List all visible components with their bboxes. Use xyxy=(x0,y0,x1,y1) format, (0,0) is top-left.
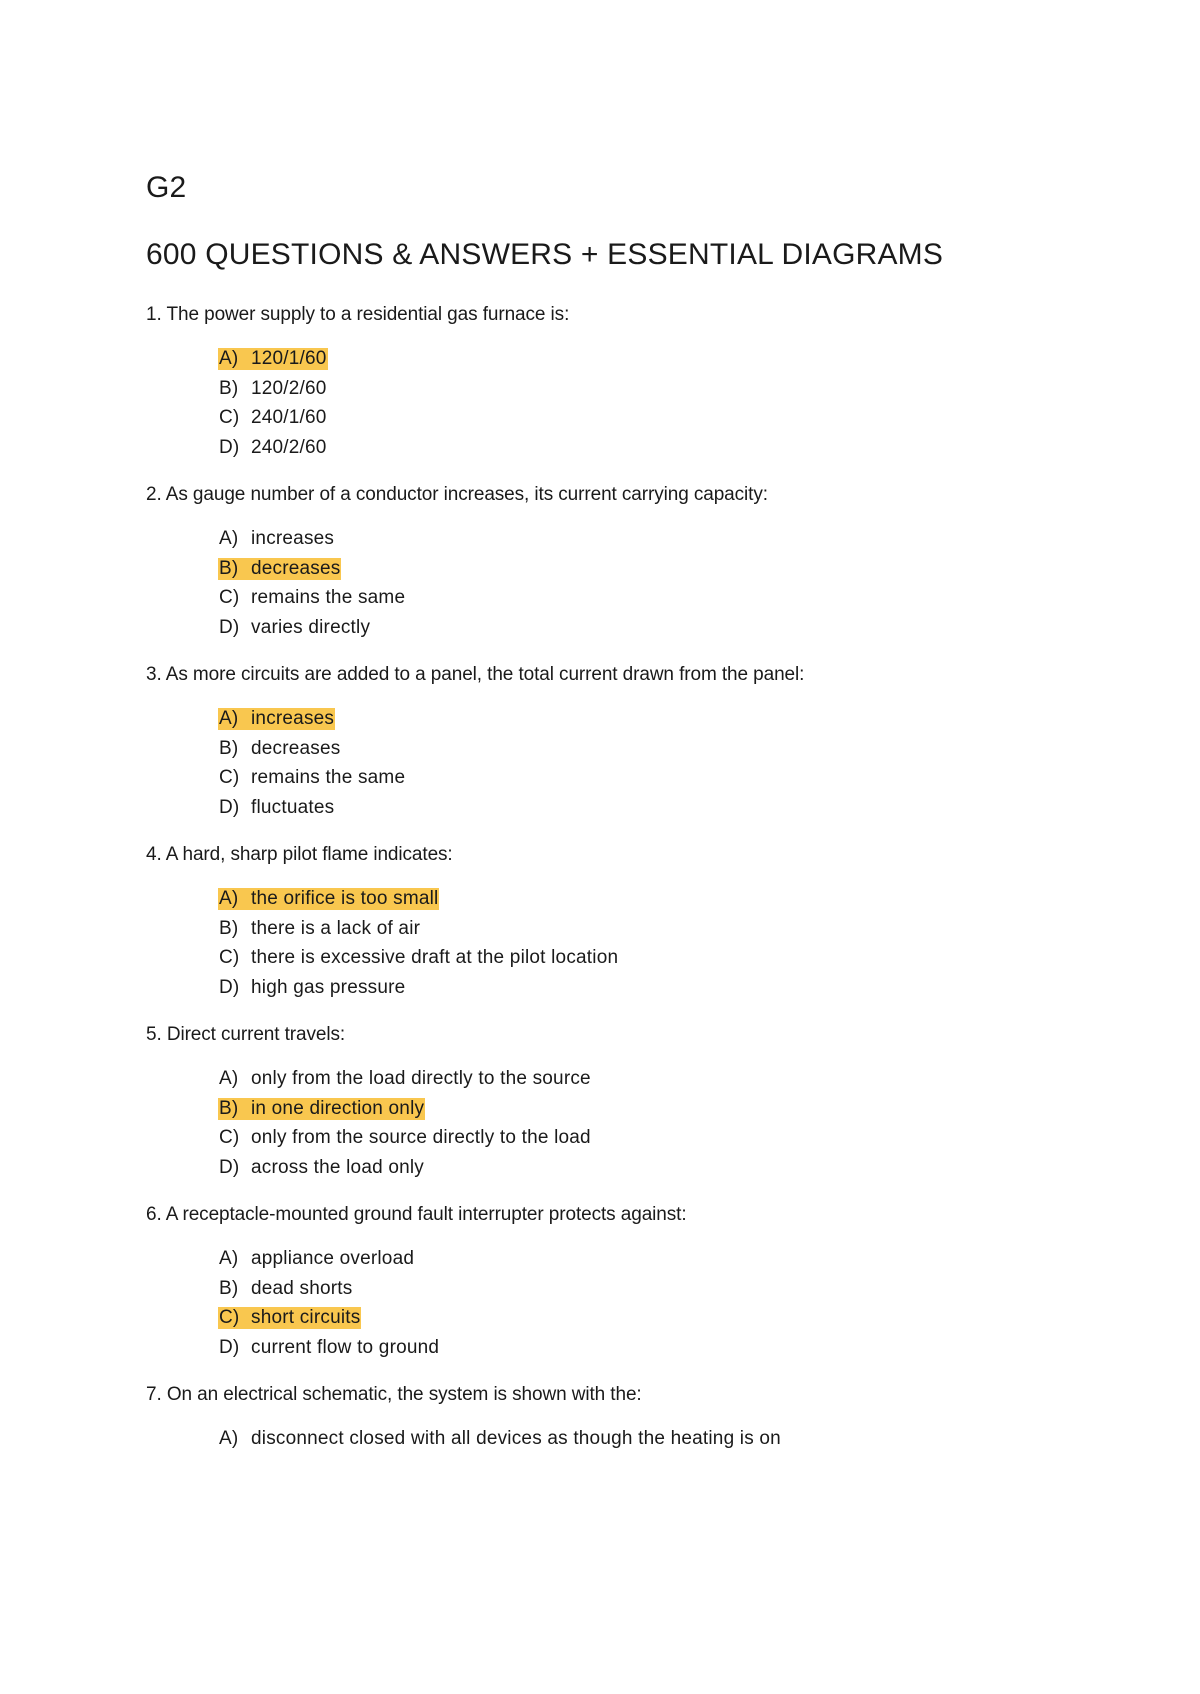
option-letter: B) xyxy=(219,1277,239,1299)
answer-option xyxy=(218,763,1126,793)
option-letter: C) xyxy=(219,1127,240,1148)
option-letter: D) xyxy=(219,1156,240,1178)
option-letter: C) xyxy=(219,587,240,608)
answer-content xyxy=(218,528,335,550)
answer-option xyxy=(218,1153,1126,1183)
document-subtitle: 600 QUESTIONS & ANSWERS + ESSENTIAL DIAGRAMS xyxy=(146,238,944,271)
question-block xyxy=(146,662,1126,822)
question-block xyxy=(146,1022,1126,1182)
answer-highlight xyxy=(218,1307,361,1329)
option-text: remains the same xyxy=(251,587,406,608)
question-text: 5. Direct current travels: xyxy=(146,1024,346,1045)
option-text: only from the source directly to the load xyxy=(251,1127,591,1148)
option-text: high gas pressure xyxy=(251,976,406,998)
option-text: current flow to ground xyxy=(251,1336,440,1358)
option-text: decreases xyxy=(251,557,341,579)
answer-options xyxy=(146,1064,1126,1182)
question-text: 4. A hard, sharp pilot flame indicates: xyxy=(146,844,453,865)
answer-option-correct xyxy=(218,1094,1126,1124)
option-text: 120/2/60 xyxy=(251,377,327,399)
answer-option-correct xyxy=(218,554,1126,584)
option-text: there is a lack of air xyxy=(251,917,421,939)
answer-option xyxy=(218,583,1126,613)
question-list xyxy=(146,302,1126,1474)
option-letter: D) xyxy=(219,616,240,638)
option-letter: B) xyxy=(219,1097,239,1119)
option-letter: D) xyxy=(219,1336,240,1358)
answer-option xyxy=(218,524,1126,554)
answer-option-correct xyxy=(218,344,1126,374)
question-text: 1. The power supply to a residential gas furnace is: xyxy=(146,304,570,325)
answer-content xyxy=(218,947,619,969)
answer-highlight xyxy=(218,708,335,730)
option-letter: B) xyxy=(219,377,239,399)
answer-option xyxy=(218,793,1126,823)
answer-content xyxy=(218,617,371,639)
answer-option xyxy=(218,1333,1126,1363)
question-block xyxy=(146,1382,1126,1454)
answer-option-correct xyxy=(218,1303,1126,1333)
answer-option xyxy=(218,1274,1126,1304)
option-text: in one direction only xyxy=(251,1097,425,1119)
answer-content xyxy=(218,977,406,999)
question-block xyxy=(146,1202,1126,1362)
answer-content xyxy=(218,918,421,940)
option-letter: C) xyxy=(219,767,240,788)
answer-content xyxy=(218,1068,592,1090)
option-letter: A) xyxy=(219,1068,239,1089)
option-letter: D) xyxy=(219,436,240,458)
answer-content xyxy=(218,378,328,400)
answer-highlight xyxy=(218,1098,425,1120)
option-letter: A) xyxy=(219,1428,239,1449)
option-letter: B) xyxy=(219,737,239,759)
option-text: increases xyxy=(251,708,335,729)
answer-highlight xyxy=(218,348,328,370)
answer-option xyxy=(218,433,1126,463)
option-text: 240/1/60 xyxy=(251,407,327,428)
answer-options xyxy=(146,524,1126,642)
option-text: disconnect closed with all devices as though the heating is on xyxy=(251,1428,781,1449)
question-block xyxy=(146,842,1126,1002)
option-letter: C) xyxy=(219,1307,240,1328)
option-letter: A) xyxy=(219,708,239,729)
answer-option xyxy=(218,734,1126,764)
option-letter: A) xyxy=(219,1248,239,1269)
answer-options xyxy=(146,344,1126,462)
question-block xyxy=(146,482,1126,642)
option-text: remains the same xyxy=(251,767,406,788)
option-text: decreases xyxy=(251,737,341,759)
answer-option xyxy=(218,943,1126,973)
option-text: the orifice is too small xyxy=(251,888,439,909)
option-letter: C) xyxy=(219,407,240,428)
document-title: G2 xyxy=(146,171,187,204)
answer-option xyxy=(218,403,1126,433)
option-text: fluctuates xyxy=(251,796,335,818)
option-letter: B) xyxy=(219,917,239,939)
question-text: 7. On an electrical schematic, the system is shown with the: xyxy=(146,1384,642,1405)
option-letter: D) xyxy=(219,976,240,998)
answer-option xyxy=(218,1123,1126,1153)
answer-content xyxy=(218,1127,592,1149)
question-text: 2. As gauge number of a conductor increases, its current carrying capacity: xyxy=(146,484,768,505)
option-letter: A) xyxy=(219,888,239,909)
answer-options xyxy=(146,1424,1126,1454)
option-text: 240/2/60 xyxy=(251,436,327,458)
answer-options xyxy=(146,884,1126,1002)
answer-options xyxy=(146,1244,1126,1362)
answer-content xyxy=(218,1428,782,1450)
option-letter: B) xyxy=(219,557,239,579)
answer-content xyxy=(218,767,406,789)
answer-content xyxy=(218,407,328,429)
option-text: dead shorts xyxy=(251,1277,353,1299)
option-text: 120/1/60 xyxy=(251,348,327,369)
answer-option xyxy=(218,1424,1126,1454)
option-text: varies directly xyxy=(251,616,371,638)
option-text: there is excessive draft at the pilot location xyxy=(251,947,619,968)
answer-content xyxy=(218,1248,415,1270)
answer-content xyxy=(218,1278,354,1300)
answer-content xyxy=(218,738,341,760)
option-letter: C) xyxy=(219,947,240,968)
answer-option xyxy=(218,613,1126,643)
option-letter: A) xyxy=(219,528,239,549)
answer-option-correct xyxy=(218,884,1126,914)
answer-content xyxy=(218,437,328,459)
option-text: only from the load directly to the source xyxy=(251,1068,591,1089)
question-block xyxy=(146,302,1126,462)
answer-option xyxy=(218,1064,1126,1094)
question-text: 3. As more circuits are added to a panel, the total current drawn from the panel: xyxy=(146,664,805,685)
option-text: appliance overload xyxy=(251,1248,415,1269)
answer-option-correct xyxy=(218,704,1126,734)
question-text: 6. A receptacle-mounted ground fault interrupter protects against: xyxy=(146,1204,687,1225)
option-text: increases xyxy=(251,528,335,549)
answer-option xyxy=(218,914,1126,944)
answer-option xyxy=(218,973,1126,1003)
answer-highlight xyxy=(218,888,439,910)
answer-content xyxy=(218,587,406,609)
option-text: short circuits xyxy=(251,1307,361,1328)
answer-options xyxy=(146,704,1126,822)
option-letter: A) xyxy=(219,348,239,369)
answer-content xyxy=(218,1337,440,1359)
answer-content xyxy=(218,1157,425,1179)
option-letter: D) xyxy=(219,796,240,818)
answer-highlight xyxy=(218,558,341,580)
answer-option xyxy=(218,1244,1126,1274)
option-text: across the load only xyxy=(251,1156,424,1178)
answer-content xyxy=(218,797,335,819)
answer-option xyxy=(218,374,1126,404)
